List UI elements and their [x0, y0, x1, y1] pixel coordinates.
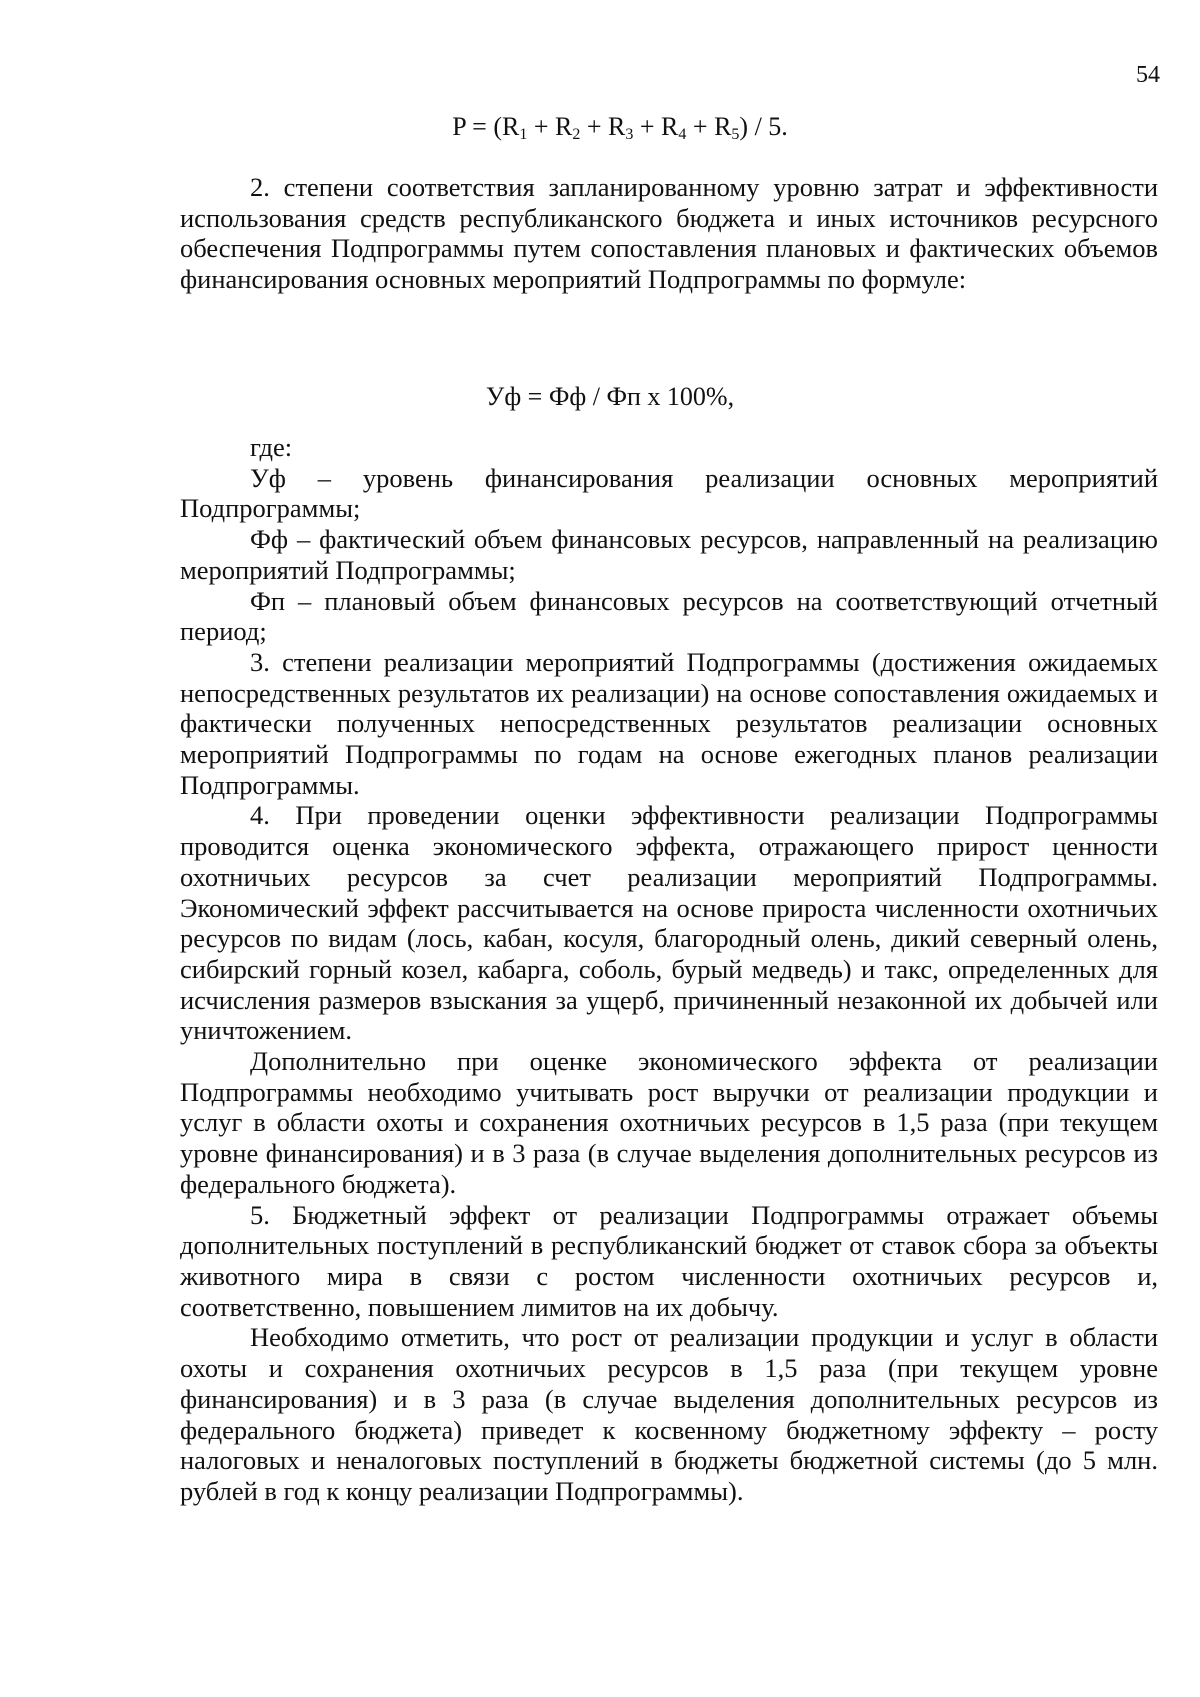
formula-p-term-3: + R [580, 112, 626, 141]
paragraph-item-4: 4. При проведении оценки эффективности реализации Подпрограммы проводится оценка экономического эффекта, отражающего прирост ценности охотничьих ресурсов за счет реализации мероприятий Подпрограммы. Экономический эффект рассчитывается на основе прироста численности охотничьих ресурсов по видам (лось, кабан, косуля, благородный олень, дикий северный олень, сибирский горный козел, кабарга, соболь, бурый медведь) и такс, определенных для исчисления размеров взыскания за ущерб, причиненный незаконной их добычей или уничтожением. [180, 800, 1158, 1046]
text-block-top [180, 172, 1158, 295]
definition-uf: Уф – уровень финансирования реализации основных мероприятий Подпрограммы; [180, 462, 1158, 524]
definition-fp: Фп – плановый объем финансовых ресурсов на соответствующий отчетный период; [180, 585, 1158, 647]
formula-p [0, 112, 1200, 142]
page-number: 54 [1136, 62, 1160, 88]
formula-p-sub-1: 1 [519, 126, 528, 143]
formula-p-sub-2: 2 [572, 126, 581, 143]
formula-uf: Уф = Фф / Фп х 100%, [485, 382, 735, 411]
formula-p-tail: ) / 5. [739, 112, 788, 141]
definition-ff: Фф – фактический объем финансовых ресурсов, направленный на реализацию мероприятий Подпрограммы; [180, 524, 1158, 585]
formula-p-term-2: + R [527, 112, 573, 141]
text-block-main [180, 432, 1158, 1507]
formula-p-term-5: + R [686, 112, 732, 141]
formula-p-term-4: + R [633, 112, 679, 141]
formula-p-sub-5: 5 [731, 126, 740, 143]
formula-p-sub-4: 4 [678, 126, 687, 143]
formula-p-lhs: P = (R [452, 112, 520, 141]
paragraph-item-5: 5. Бюджетный эффект от реализации Подпрограммы отражает объемы дополнительных поступлений в республиканский бюджет от ставок сбора за объекты животного мира в связи с ростом численности охотничьих ресурсов и, соответственно, повышением лимитов на их добычу. [180, 1199, 1158, 1322]
where-label: где: [250, 432, 293, 462]
paragraph-additional: Дополнительно при оценке экономического эффекта от реализации Подпрограммы необходимо учитывать рост выручки от реализации продукции и услуг в области охоты и сохранения охотничьих ресурсов в 1,5 раза (при текущем уровне финансирования) и в 3 раза (в случае выделения дополнительных ресурсов из федерального бюджета). [180, 1046, 1158, 1199]
formula-p-sub-3: 3 [625, 126, 634, 143]
paragraph-item-2: 2. степени соответствия запланированному уровню затрат и эффективности использования средств республиканского бюджета и иных источников ресурсного обеспечения Подпрограммы путем сопоставления плановых и фактических объемов финансирования основных мероприятий Подпрограммы по формуле: [180, 172, 1158, 295]
paragraph-item-3: 3. степени реализации мероприятий Подпрограммы (достижения ожидаемых непосредственных результатов их реализации) на основе сопоставления ожидаемых и фактически полученных непосредственных результатов реализации основных мероприятий Подпрограммы по годам на основе ежегодных планов реализации Подпрограммы. [180, 646, 1158, 800]
paragraph-note: Необходимо отметить, что рост от реализации продукции и услуг в области охоты и сохранения охотничьих ресурсов в 1,5 раза (при текущем уровне финансирования) и в 3 раза (в случае выделения дополнительных ресурсов из федерального бюджета) приведет к косвенному бюджетному эффекту – росту налоговых и неналоговых поступлений в бюджеты бюджетной системы (до 5 млн. рублей в год к концу реализации Подпрограммы). [180, 1322, 1158, 1506]
